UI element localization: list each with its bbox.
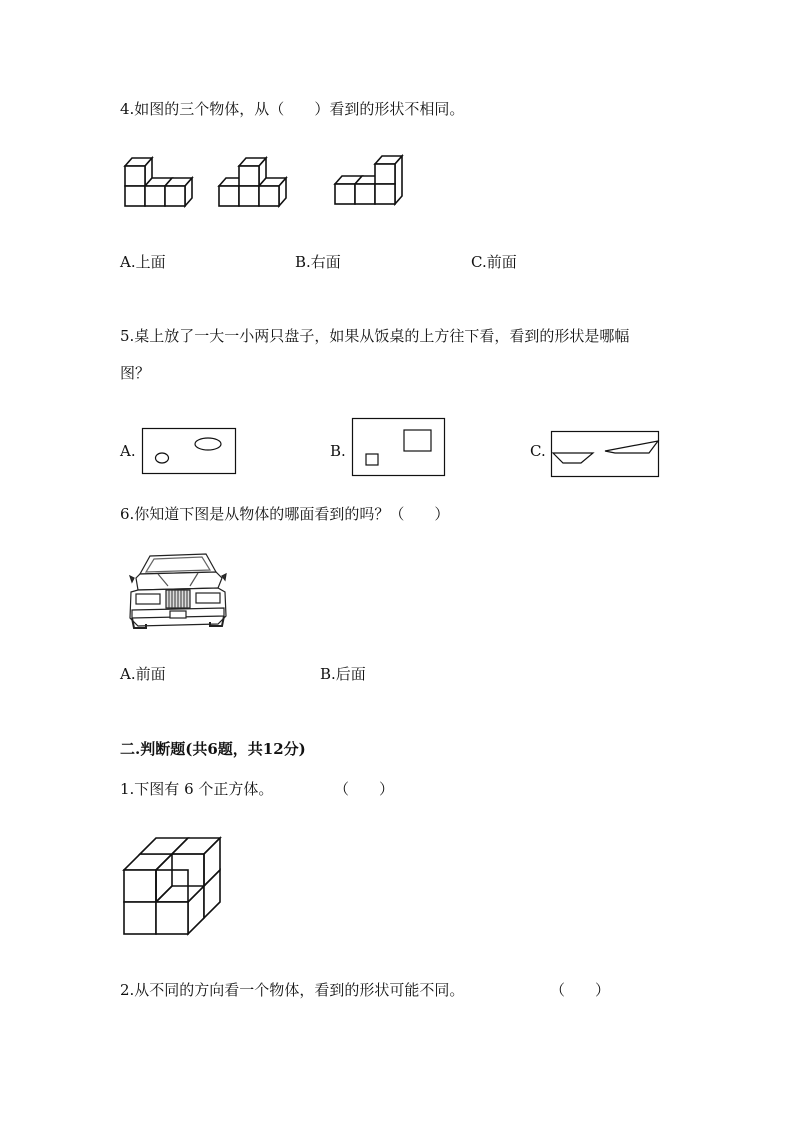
q6-option-b[interactable]: B.后面 — [320, 665, 366, 683]
q6-text: 6.你知道下图是从物体的哪面看到的吗？（ ） — [120, 505, 450, 523]
judge-q2-answer-paren[interactable]: （ ） — [550, 981, 611, 999]
q6-option-a[interactable]: A.前面 — [120, 665, 166, 683]
q5-option-c-trapezoids-icon — [551, 431, 659, 477]
q4-option-b[interactable]: B.右面 — [295, 253, 341, 271]
q5-option-a-label[interactable]: A. — [120, 442, 136, 460]
q5-option-b-label[interactable]: B. — [330, 442, 346, 460]
q4-figure-2-icon — [214, 156, 294, 210]
q4-figure-1-icon — [120, 154, 200, 208]
q4-figure-3-icon — [330, 152, 410, 206]
q4-text: 4.如图的三个物体，从（ ）看到的形状不相同。 — [120, 100, 465, 118]
q5-text-line1: 5.桌上放了一大一小两只盘子，如果从饭桌的上方往下看，看到的形状是哪幅 — [120, 327, 630, 345]
cube-block-icon — [120, 836, 224, 940]
judge-q1-answer-paren[interactable]: （ ） — [334, 780, 395, 798]
q4-option-c[interactable]: C.前面 — [471, 253, 517, 271]
q5-option-b-squares-icon — [352, 418, 446, 476]
judge-q1-text: 1.下图有 6 个正方体。 — [120, 780, 274, 798]
judge-q2-text: 2.从不同的方向看一个物体，看到的形状可能不同。 — [120, 981, 465, 999]
q5-option-a-ellipses-icon — [142, 428, 236, 474]
car-icon — [128, 548, 228, 630]
q5-option-c-label[interactable]: C. — [530, 442, 546, 460]
section-title: 二.判断题(共6题，共12分) — [120, 740, 306, 758]
q5-text-line2: 图？ — [120, 364, 151, 382]
q4-option-a[interactable]: A.上面 — [120, 253, 166, 271]
